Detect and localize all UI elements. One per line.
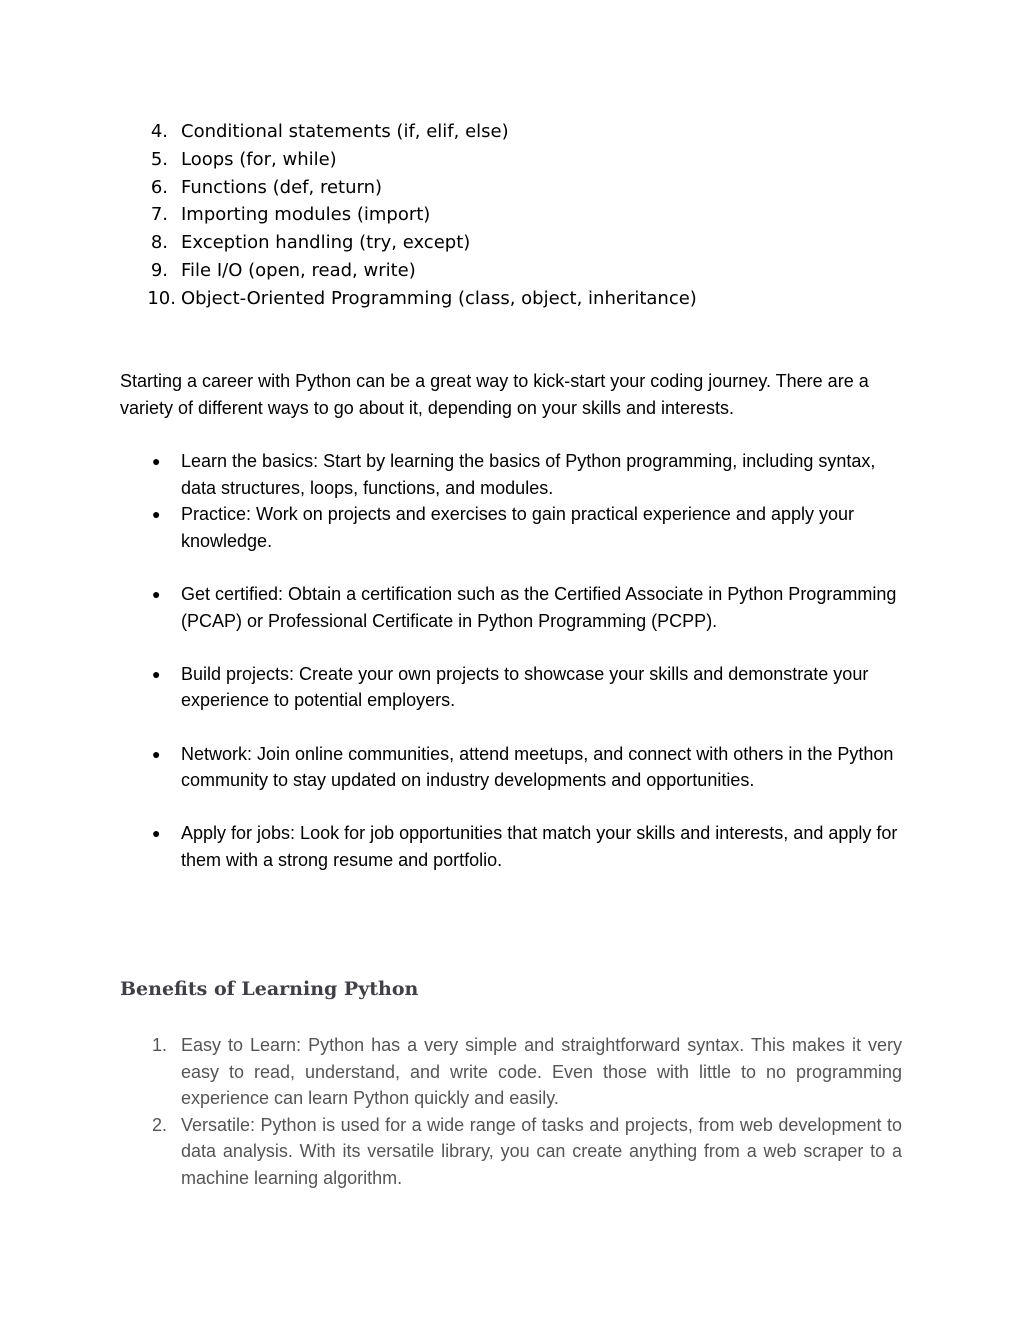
list-item-text: Functions (def, return): [181, 176, 383, 198]
career-steps-list: [120, 448, 910, 874]
list-number: 1.: [151, 1035, 167, 1055]
python-topics-list: [120, 118, 697, 313]
bullet-icon: ●: [152, 825, 161, 842]
list-number: 8.: [150, 232, 168, 254]
bullet-icon: ●: [152, 665, 161, 682]
list-item: [120, 201, 697, 229]
list-number: 5.: [150, 148, 168, 170]
list-item-text: Versatile: Python is used for a wide range of tasks and projects, from web development to data analysis. With its versatile library, you can create anything from a web scraper to a machine learning algorithm.: [181, 1114, 902, 1188]
list-item: [120, 146, 697, 174]
bullet-icon: ●: [152, 585, 161, 602]
list-item: [120, 448, 910, 501]
list-item: [120, 820, 910, 873]
list-item-text: Object-Oriented Programming (class, object, inheritance): [181, 287, 697, 309]
list-item-text: Apply for jobs: Look for job opportunities that match your skills and interests, and apply for them with a strong resume and portfolio.: [181, 823, 898, 870]
list-item-text: Easy to Learn: Python has a very simple and straightforward syntax. This makes it very easy to read, understand, and write code. Even those with little to no programming experience can learn Python quickly and easily.: [181, 1035, 902, 1109]
list-item: [120, 174, 697, 202]
list-item-text: Importing modules (import): [181, 204, 431, 226]
list-item: [120, 118, 697, 146]
list-item-text: File I/O (open, read, write): [181, 259, 416, 281]
list-item: [120, 661, 910, 714]
career-intro-paragraph: Starting a career with Python can be a great way to kick-start your coding journey. There are a variety of different ways to go about it, depending on your skills and interests.: [120, 371, 869, 418]
bullet-icon: ●: [152, 453, 161, 469]
list-item-text: Get certified: Obtain a certification such as the Certified Associate in Python Programming (PCAP) or Professional Certificate in Python Programming (PCPP).: [181, 583, 897, 631]
list-item-text: Build projects: Create your own projects to showcase your skills and demonstrate your experience to potential employers.: [181, 663, 869, 711]
list-number: 10.: [147, 287, 176, 309]
bullet-icon: ●: [152, 745, 161, 762]
section-heading: Benefits of Learning Python: [120, 978, 419, 1000]
benefits-list: [120, 1032, 902, 1192]
list-item: [120, 1112, 902, 1192]
list-item: [120, 285, 697, 313]
list-item-text: Learn the basics: Start by learning the basics of Python programming, including syntax, data structures, loops, functions, and modules.: [181, 451, 876, 498]
list-item-text: Network: Join online communities, attend meetups, and connect with others in the Python community to stay updated on industry developments and opportunities.: [181, 743, 894, 791]
list-number: 7.: [150, 204, 168, 226]
list-item-text: Loops (for, while): [181, 148, 337, 170]
list-item: [120, 1032, 902, 1112]
list-item: [120, 229, 697, 257]
list-item: [120, 501, 910, 554]
bullet-icon: ●: [152, 506, 161, 523]
list-number: 4.: [150, 121, 168, 142]
list-number: 9.: [150, 259, 168, 281]
list-item: [120, 741, 910, 794]
list-item: [120, 257, 697, 285]
list-item-text: Exception handling (try, except): [181, 232, 471, 254]
list-item: [120, 581, 910, 634]
list-number: 6.: [150, 176, 168, 198]
list-item-text: Conditional statements (if, elif, else): [181, 121, 509, 142]
list-item-text: Practice: Work on projects and exercises to gain practical experience and apply your knowledge.: [181, 504, 855, 551]
list-number: 2.: [151, 1114, 167, 1135]
